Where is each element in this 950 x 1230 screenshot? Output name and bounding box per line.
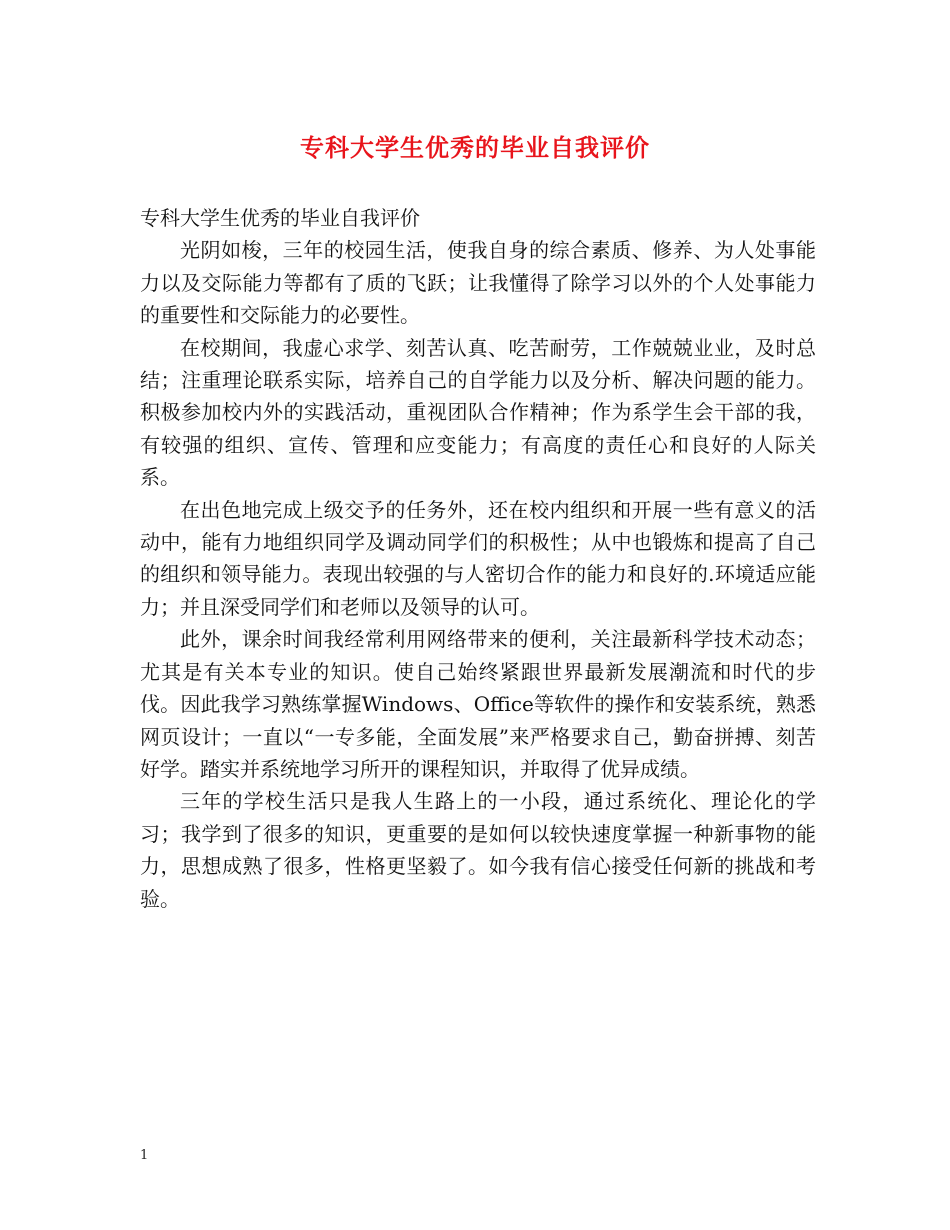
paragraph-5: 三年的学校生活只是我人生路上的一小段，通过系统化、理论化的学习；我学到了很多的知识，更重要的是如何以较快速度掌握一种新事物的能力，思想成熟了很多，性格更坚毅了。如今我有信心接受任何新的挑战和考验。 — [140, 789, 816, 911]
document-title: 专科大学生优秀的毕业自我评价 — [300, 133, 650, 162]
document-subtitle: 专科大学生优秀的毕业自我评价 — [140, 206, 420, 230]
paragraph-2: 在校期间，我虚心求学、刻苦认真、吃苦耐劳，工作兢兢业业，及时总结；注重理论联系实际，培养自己的自学能力以及分析、解决问题的能力。积极参加校内外的实践活动，重视团队合作精神；作为系学生会干部的我，有较强的组织、宣传、管理和应变能力；有高度的责任心和良好的人际关系。 — [140, 335, 816, 490]
page-number: 1 — [140, 1148, 149, 1163]
document-body — [140, 202, 816, 915]
paragraph-1: 光阴如梭，三年的校园生活，使我自身的综合素质、修养、为人处事能力以及交际能力等都有了质的飞跃；让我懂得了除学习以外的个人处事能力的重要性和交际能力的必要性。 — [140, 238, 816, 328]
paragraph-4: 此外，课余时间我经常利用网络带来的便利，关注最新科学技术动态；尤其是有关本专业的知识。使自己始终紧跟世界最新发展潮流和时代的步伐。因此我学习熟练掌握Windows、Office等软件的操作和安装系统，熟悉网页设计；一直以“一专多能，全面发展”来严格要求自己，勤奋拼搏、刻苦好学。踏实并系统地学习所开的课程知识，并取得了优异成绩。 — [140, 627, 816, 781]
paragraph-3: 在出色地完成上级交予的任务外，还在校内组织和开展一些有意义的活动中，能有力地组织同学及调动同学们的积极性；从中也锻炼和提高了自己的组织和领导能力。表现出较强的与人密切合作的能力和良好的.环境适应能力；并且深受同学们和老师以及领导的认可。 — [140, 497, 816, 619]
